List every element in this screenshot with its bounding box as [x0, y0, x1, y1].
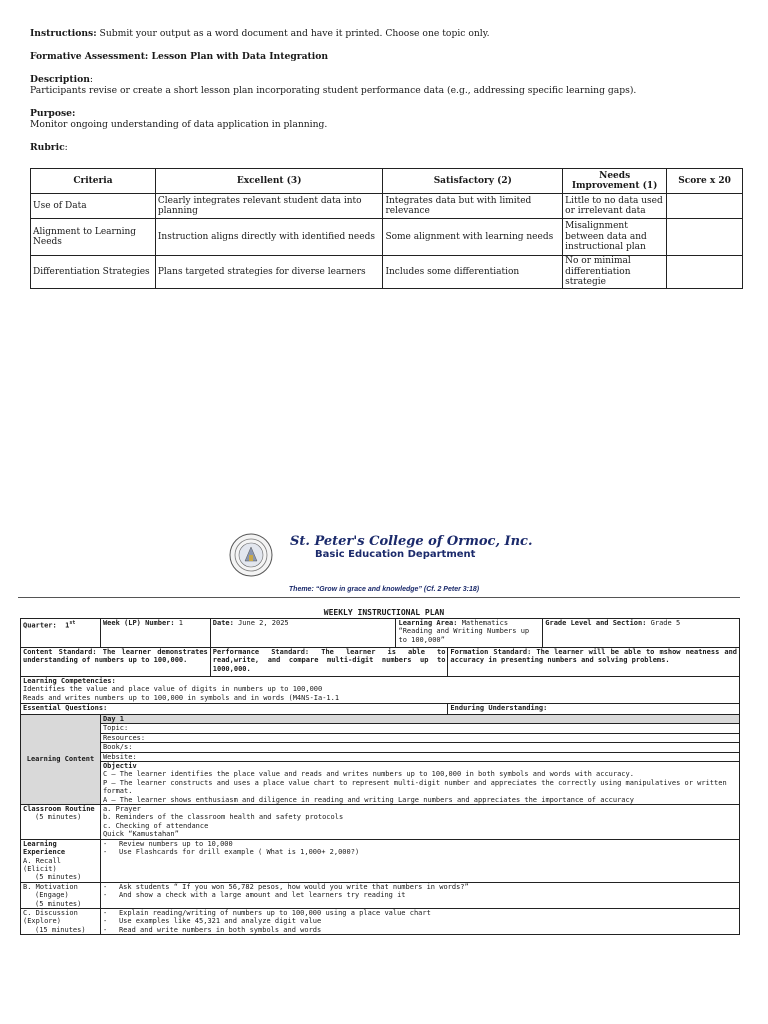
list-item: c. Checking of attendance	[102, 821, 209, 830]
rubric-header: Score x 20	[667, 169, 743, 194]
week-cell: Week (LP) Number: 1	[100, 619, 210, 648]
objective-item: C – The learner identifies the place value and reads and writes numbers up to 100,000 in both symbols and words with accuracy.	[102, 770, 634, 779]
rubric-heading: Rubric:	[30, 142, 68, 153]
rubric-cell: No or minimal differentiation strategie	[563, 256, 667, 289]
rubric-header: Needs Improvement (1)	[563, 169, 667, 194]
discussion-cell: - Explain reading/writing of numbers up to 100,000 using a place value chart - Use examples like 45,321 and analyze digit value - Read and write numbers in both symbols and words	[100, 908, 739, 934]
list-item: Use Flashcards for drill example ( What is 1,000+ 2,000?)	[118, 848, 360, 857]
rubric-cell: Misalignment between data and instructional plan	[563, 219, 667, 256]
rubric-cell: Integrates data but with limited relevance	[383, 194, 563, 219]
rubric-cell: Some alignment with learning needs	[383, 219, 563, 256]
rubric-cell: Use of Data	[31, 194, 156, 219]
assessment-title: Formative Assessment: Lesson Plan with Data Integration	[30, 51, 329, 62]
rubric-header: Satisfactory (2)	[383, 169, 563, 194]
classroom-routine-row	[21, 805, 740, 840]
rubric-cell: Little to no data used or irrelevant data	[563, 194, 667, 219]
list-item: a. Prayer	[102, 805, 141, 814]
recall-row	[21, 839, 740, 882]
rubric-cell: Instruction aligns directly with identified needs	[155, 219, 383, 256]
learning-area-cell: Learning Area: Mathematics “Reading and Writing Numbers up to 100,000”	[396, 619, 543, 648]
weekly-plan-table	[20, 618, 740, 935]
standards-row	[21, 648, 740, 677]
list-item: b. Reminders of the classroom health and safety protocols	[102, 813, 344, 822]
performance-standard-cell: Performance Standard: The learner is able to read,write, and compare multi-digit numbers up to 1000,000.	[210, 648, 448, 677]
website-cell: Website:	[100, 752, 739, 761]
motivation-cell: - Ask students “ If you won 56,782 pesos, how would you write that numbers in words?” - And show a check with a large amount and let learners try reading it	[100, 882, 739, 908]
day-row	[21, 715, 740, 724]
rubric-cell: Clearly integrates relevant student data into planning	[155, 194, 383, 219]
rubric-table	[30, 168, 743, 289]
competency-item: Identifies the value and place value of digits in numbers up to 100,000	[23, 685, 323, 694]
objective-item: P – The learner constructs and uses a place value chart to represent multi-digit number and appreciates the correctly using manipulatives or written format.	[102, 778, 727, 796]
purpose-text: Monitor ongoing understanding of data application in planning.	[30, 119, 328, 130]
recall-label: Learning Experience A. Recall (Elicit) (5 minutes)	[21, 839, 101, 882]
rubric-row	[31, 256, 743, 289]
purpose-heading: Purpose:	[30, 108, 76, 119]
learning-content-label: Learning Content	[21, 715, 101, 805]
classroom-routine-cell	[100, 805, 739, 840]
quarter-cell: Quarter: 1st	[21, 619, 101, 648]
header-divider	[18, 597, 740, 598]
objective-item: A – The learner shows enthusiasm and diligence in reading and writing Large numbers and appreciates the importance of accuracy	[102, 795, 634, 804]
rubric-header: Criteria	[31, 169, 156, 194]
date-cell: Date: June 2, 2025	[210, 619, 396, 648]
book-cell: Book/s:	[100, 743, 739, 752]
competencies-row	[21, 677, 740, 704]
rubric-cell: Differentiation Strategies	[31, 256, 156, 289]
rubric-cell: Plans targeted strategies for diverse learners	[155, 256, 383, 289]
book-row	[21, 743, 740, 752]
plan-info-row	[21, 619, 740, 648]
rubric-header: Excellent (3)	[155, 169, 383, 194]
formation-standard-cell: Formation Standard: The learner will be able to mshow neatness and accuracy in presenting numbers and solving problems.	[448, 648, 740, 677]
description-heading: Description:	[30, 74, 93, 85]
school-name: St. Peter's College of Ormoc, Inc.	[290, 534, 533, 549]
rubric-row	[31, 219, 743, 256]
department-name: Basic Education Department	[315, 549, 476, 560]
competencies-cell: Learning Competencies: Identifies the value and place value of digits in numbers up to 100,000 Reads and writes numbers up to 100,000 in symbols and in words (M4NS-Ia-1.1	[21, 677, 740, 704]
rubric-score-cell	[667, 256, 743, 289]
resources-row	[21, 733, 740, 742]
objective-row	[21, 762, 740, 805]
classroom-routine-label: Classroom Routine (5 minutes)	[21, 805, 101, 840]
list-item: Explain reading/writing of numbers up to 100,000 using a place value chart	[118, 908, 431, 917]
school-seal-icon	[229, 533, 273, 577]
motivation-row	[21, 882, 740, 908]
recall-cell: - Review numbers up to 10,000 - Use Flashcards for drill example ( What is 1,000+ 2,000?)	[100, 839, 739, 882]
content-standard-cell: Content Standard: The learner demonstrates understanding of numbers up to 100,000.	[21, 648, 211, 677]
enduring-understanding-cell: Enduring Understanding:	[448, 704, 740, 715]
rubric-score-cell	[667, 194, 743, 219]
assessment-section	[30, 28, 742, 153]
discussion-label: C. Discussion (Explore) (15 minutes)	[21, 908, 101, 934]
list-item: Quick “Kamustahan”	[102, 830, 179, 839]
rubric-score-cell	[667, 219, 743, 256]
grade-cell: Grade Level and Section: Grade 5	[543, 619, 740, 648]
theme-line: Theme: “Grow in grace and knowledge” (Cf. 2 Peter 3:18)	[288, 586, 480, 593]
list-item: Review numbers up to 10,000	[118, 839, 233, 848]
instructions-line: Instructions: Submit your output as a word document and have it printed. Choose one topic only.	[30, 28, 490, 39]
list-item: Use examples like 45,321 and analyze digit value	[118, 917, 322, 926]
plan-title: WEEKLY INSTRUCTIONAL PLAN	[323, 608, 445, 617]
motivation-label: B. Motivation (Engage) (5 minutes)	[21, 882, 101, 908]
questions-row	[21, 704, 740, 715]
topic-row	[21, 724, 740, 733]
resources-cell: Resources:	[100, 733, 739, 742]
list-item: And show a check with a large amount and let learners try reading it	[118, 891, 406, 900]
rubric-header-row	[31, 169, 743, 194]
topic-cell: Topic:	[100, 724, 739, 733]
objective-cell: Objectiv C – The learner identifies the place value and reads and writes numbers up to 100,000 in both symbols and words with accuracy. P – The learner constructs and uses a place value chart to represent multi-digit number and appreciates the correctly using manipulatives or written format. A – The learner shows enthusiasm and diligence in reading and writing Large numbers and appreciates the importance of accuracy	[100, 762, 739, 805]
list-item: Ask students “ If you won 56,782 pesos, how would you write that numbers in words?”	[118, 882, 469, 891]
competency-item: Reads and writes numbers up to 100,000 in symbols and in words (M4NS-Ia-1.1	[23, 693, 340, 702]
website-row	[21, 752, 740, 761]
rubric-row	[31, 194, 743, 219]
rubric-cell: Includes some differentiation	[383, 256, 563, 289]
list-item: Read and write numbers in both symbols and words	[118, 925, 322, 934]
essential-questions-cell: Essential Questions:	[21, 704, 448, 715]
discussion-row	[21, 908, 740, 934]
rubric-cell: Alignment to Learning Needs	[31, 219, 156, 256]
description-text: Participants revise or create a short lesson plan incorporating student performance data (e.g., addressing specific learning gaps).	[30, 85, 637, 96]
day-cell: Day 1	[100, 715, 739, 724]
